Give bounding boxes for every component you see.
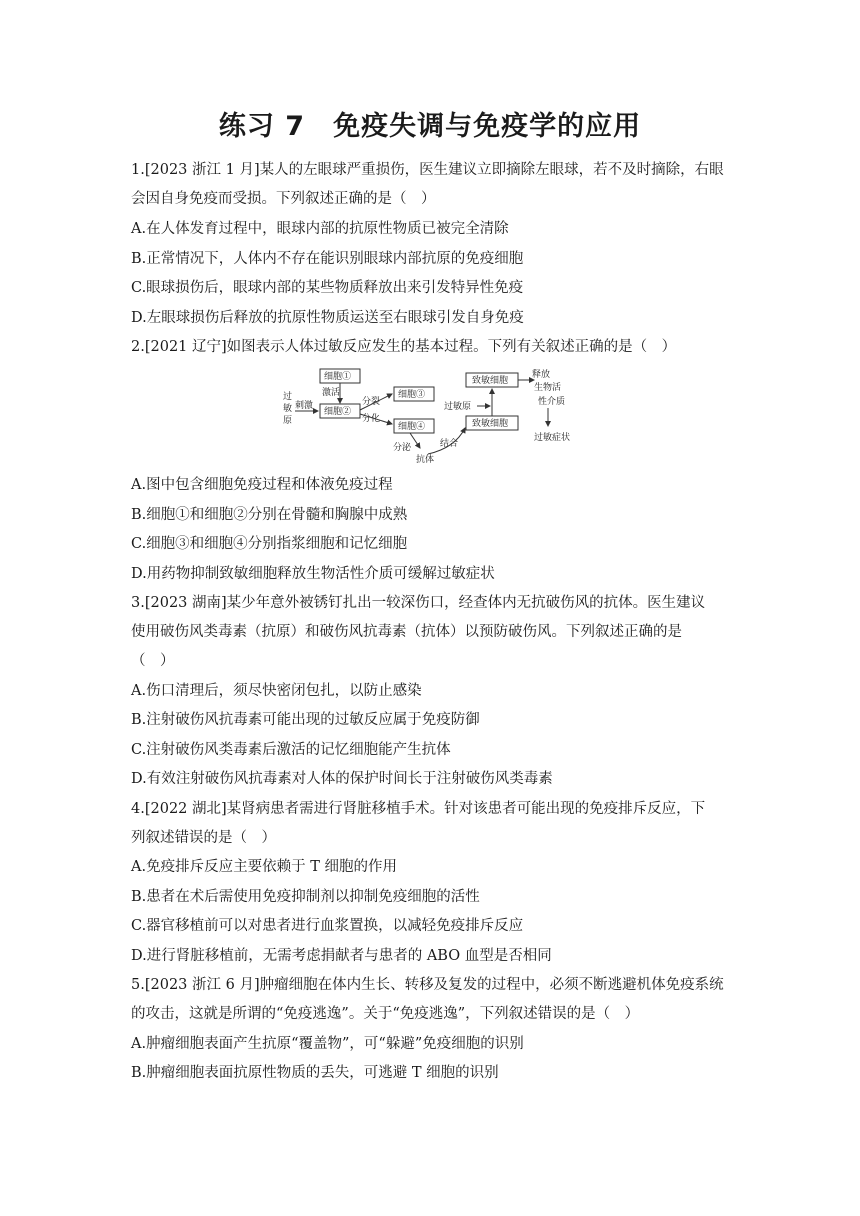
q1-option-a: A.在人体发育过程中，眼球内部的抗原性物质已被完全清除: [131, 221, 509, 237]
diagram-release-label: 释放: [532, 370, 551, 380]
diagram-arrow-secrete: [410, 433, 420, 448]
q3-stem-line3: （ ）: [131, 653, 175, 669]
q2-option-a: A.图中包含细胞免疫过程和体液免疫过程: [131, 477, 393, 493]
diagram-secrete-label: 分泌: [393, 443, 412, 453]
q5-option-a: A.肿瘤细胞表面产生抗原“覆盖物”，可“躲避”免疫细胞的识别: [131, 1036, 524, 1052]
diagram-allergen-char3: 原: [283, 416, 293, 426]
q1-option-b: B.正常情况下，人体内不存在能识别眼球内部抗原的免疫细胞: [131, 251, 524, 267]
diagram-differentiate-label: 分化: [362, 414, 381, 424]
diagram-cell1-label: 细胞①: [324, 372, 352, 382]
q3-option-b: B.注射破伤风抗毒素可能出现的过敏反应属于免疫防御: [131, 712, 480, 728]
q1-stem-line1: 1.[2023 浙江 1 月]某人的左眼球严重损伤，医生建议立即摘除左眼球，若不及时摘除，右眼: [131, 162, 724, 178]
q2-option-b: B.细胞①和细胞②分别在骨髓和胸腺中成熟: [131, 507, 408, 523]
diagram-sensitized-bottom-label: 致敏细胞: [472, 419, 509, 429]
q4-stem-line1: 4.[2022 湖北]某肾病患者需进行肾脏移植手术。针对该患者可能出现的免疫排斥反应，下: [131, 801, 706, 817]
diagram-bioactive-line1: 生物活: [534, 383, 562, 393]
q1-option-c: C.眼球损伤后，眼球内部的某些物质释放出来引发特异性免疫: [131, 280, 524, 296]
diagram-cell4-label: 细胞④: [398, 422, 426, 432]
q3-stem-line2: 使用破伤风类毒素（抗原）和破伤风抗毒素（抗体）以预防破伤风。下列叙述正确的是: [131, 624, 682, 640]
q2-option-c: C.细胞③和细胞④分别指浆细胞和记忆细胞: [131, 536, 408, 552]
allergy-process-diagram: [280, 366, 580, 466]
diagram-allergen-char1: 过: [283, 392, 293, 402]
diagram-allergen-char2: 敏: [283, 404, 293, 414]
diagram-cell2-label: 细胞②: [324, 407, 352, 417]
q4-option-c: C.器官移植前可以对患者进行血浆置换，以减轻免疫排斥反应: [131, 918, 524, 934]
diagram-allergen-mid-label: 过敏原: [444, 402, 472, 412]
q5-stem-line2: 的攻击，这就是所谓的“免疫逃逸”。关于“免疫逃逸”，下列叙述错误的是（ ）: [131, 1006, 640, 1022]
q4-stem-line2: 列叙述错误的是（ ）: [131, 830, 276, 846]
q2-option-d: D.用药物抑制致敏细胞释放生物活性介质可缓解过敏症状: [131, 566, 495, 582]
diagram-bind-label: 结合: [440, 439, 459, 449]
q2-stem-line1: 2.[2021 辽宁]如图表示人体过敏反应发生的基本过程。下列有关叙述正确的是（ ）: [131, 339, 677, 355]
q3-option-c: C.注射破伤风类毒素后激活的记忆细胞能产生抗体: [131, 742, 451, 758]
q5-option-b: B.肿瘤细胞表面抗原性物质的丢失，可逃避 T 细胞的识别: [131, 1065, 499, 1081]
diagram-cell3-label: 细胞③: [398, 390, 426, 400]
q4-option-b: B.患者在术后需使用免疫抑制剂以抑制免疫细胞的活性: [131, 889, 480, 905]
q1-option-d: D.左眼球损伤后释放的抗原性物质运送至右眼球引发自身免疫: [131, 310, 524, 326]
page-title: 练习 7 免疫失调与免疫学的应用: [218, 111, 642, 142]
diagram-sensitized-top-label: 致敏细胞: [472, 376, 509, 386]
diagram-bioactive-line2: 性介质: [538, 397, 566, 407]
diagram-antibody-label: 抗体: [416, 455, 435, 465]
q3-option-a: A.伤口清理后，须尽快密闭包扎，以防止感染: [131, 683, 422, 699]
q4-option-a: A.免疫排斥反应主要依赖于 T 细胞的作用: [131, 859, 397, 875]
q5-stem-line1: 5.[2023 浙江 6 月]肿瘤细胞在体内生长、转移及复发的过程中，必须不断逃避机体免疫系统: [131, 977, 724, 993]
q3-stem-line1: 3.[2023 湖南]某少年意外被锈钉扎出一较深伤口，经查体内无抗破伤风的抗体。医生建议: [131, 595, 706, 611]
diagram-stimulate-label: 刺激: [295, 401, 314, 411]
allergy-diagram-svg: [280, 366, 580, 466]
q3-option-d: D.有效注射破伤风抗毒素对人体的保护时间长于注射破伤风类毒素: [131, 771, 553, 787]
diagram-activate-label: 激活: [322, 388, 341, 398]
q1-stem-line2: 会因自身免疫而受损。下列叙述正确的是（ ）: [131, 191, 436, 207]
q4-option-d: D.进行肾脏移植前，无需考虑捐献者与患者的 ABO 血型是否相同: [131, 948, 552, 964]
diagram-symptom-label: 过敏症状: [534, 433, 571, 443]
diagram-divide-label: 分裂: [362, 397, 381, 407]
